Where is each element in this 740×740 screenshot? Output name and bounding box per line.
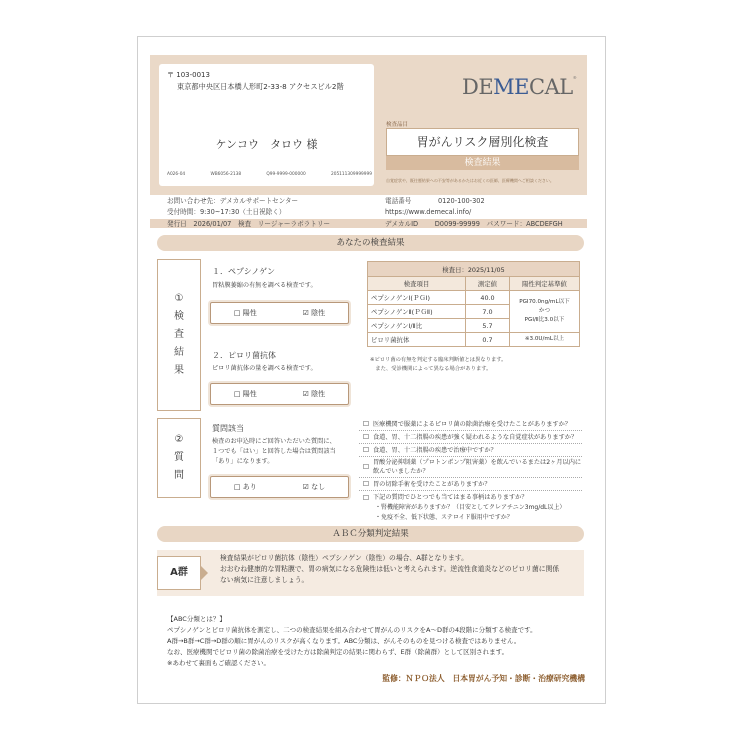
password-label: パスワード bbox=[486, 220, 520, 228]
pylori-result bbox=[210, 383, 349, 405]
sub-item: ・免疫不全、低下状態、ステロイド服用中ですか？ bbox=[375, 514, 513, 521]
table-row: ピロリ菌抗体 0.7 ※3.0U/mL以上 bbox=[368, 333, 580, 347]
phone: 0120-100-302 bbox=[437, 197, 485, 205]
questions-no: ☑ なし bbox=[302, 483, 326, 491]
pylori-positive: □ 陽性 bbox=[233, 390, 257, 398]
issue-date-label: 発行日 bbox=[167, 220, 187, 228]
issue-date: 2026/01/07 bbox=[193, 220, 232, 228]
abc-explanation: 検査結果がピロリ菌抗体（陰性）ペプシノゲン（陰性）の場合、A群となります。 おおむね健康的な胃粘膜で、胃の病気になる危険性は低いと考えられます。逆流性食道炎などのピロリ菌に関係 ない病気に注意しましょう。 bbox=[220, 554, 560, 584]
postal-mark: 〒 bbox=[167, 71, 174, 79]
pepsinogen-positive: □ 陽性 bbox=[233, 309, 257, 317]
list-item: ☐ 胃酸分泌抑制薬（プロトンポンプ阻害薬）を飲んでいるまたは2ヶ月以内に飲んでいましたか？ bbox=[359, 457, 582, 478]
header-note: 自覚症状や、既往歴結果への不安等があるかたはお近くの医師、医療機関へご相談ください。 bbox=[386, 178, 554, 183]
demecal-logo: DEMECAL® bbox=[462, 75, 577, 99]
table-row: ペプシノゲンⅠ(ＰＧⅠ) 40.0 PGⅠ70.0ng/mL以下 かつ PGⅠ/Ⅱ比3.0以下 bbox=[368, 291, 580, 305]
about-abc: 【ABC分類とは？】 ペプシノゲンとピロリ菌抗体を測定し、二つの検査結果を組み合わせて胃がんのリスクをA～D群の4段階に分類する検査です。 A群→B群→C群→D群の順に胃がんのリスクが高くなります。ABC分類は、がんそのものを見つける検査ではありません。 なお、医療機関でピロリ菌の除菌治療を受けた方は除菌判定の結果に関わらず、E群（除菌群）として区別されます。 ※あわせて裏面もご確認ください。 bbox=[167, 614, 587, 669]
hours: 受付時間：9:30~17:30（土日祝除く） bbox=[167, 208, 286, 216]
inquiry: お問い合わせ先：デメカルサポートセンター bbox=[167, 197, 299, 205]
questions-yes: □ あり bbox=[233, 483, 257, 491]
hp-criteria: ※3.0U/mL以上 bbox=[510, 333, 580, 347]
id-label: デメカルID bbox=[385, 220, 419, 228]
code-1: A026-04 bbox=[167, 172, 186, 177]
lab-name: リージャーラボラトリー bbox=[257, 220, 331, 228]
questions-title: 質問該当 bbox=[212, 424, 244, 433]
supervision-footer: 監修：ＮＰＯ法人 日本胃がん予知・診断・治療研究機構 bbox=[382, 674, 585, 683]
col-item: 検査項目 bbox=[368, 277, 466, 291]
results-banner: あなたの検査結果 bbox=[157, 235, 584, 251]
list-item: ☐ 食道、胃、十二指腸の疾患が強く疑われるような自覚症状がありますか？ bbox=[359, 431, 582, 444]
group-badge: A群 bbox=[157, 556, 201, 590]
list-item: ☐ 医療機関で服薬によるピロリ菌の除菌治療を受けたことがありますか？ bbox=[359, 418, 582, 431]
questions-result bbox=[210, 476, 349, 498]
code-3: Q99-9999-000000 bbox=[266, 172, 306, 177]
col-value: 測定値 bbox=[466, 277, 510, 291]
test-date: 検査日：2025/11/05 bbox=[368, 262, 580, 277]
pylori-desc: ピロリ菌抗体の量を調べる検査です。 bbox=[212, 365, 317, 372]
pepsinogen-negative: ☑ 陰性 bbox=[302, 309, 326, 317]
col-criteria: 陽性判定基準値 bbox=[510, 277, 580, 291]
address-window bbox=[159, 64, 374, 186]
url: https://www.demecal.info/ bbox=[385, 208, 472, 216]
code-2: WB6056-2138 bbox=[210, 172, 242, 177]
barcode-codes bbox=[167, 172, 372, 177]
pylori-negative: ☑ 陰性 bbox=[302, 390, 326, 398]
test-label: 検査品目 bbox=[386, 122, 409, 128]
pepsinogen-result bbox=[210, 302, 349, 324]
table-notes: ※ピロリ菌の有無を判定する臨床判断値とは異なります。 また、受診機関によって異なる場合があります。 bbox=[370, 357, 507, 372]
code-4: 205111309999999 bbox=[330, 172, 372, 177]
results-table bbox=[367, 261, 580, 347]
results-label: 検査結果 bbox=[386, 156, 579, 170]
recipient-name: ケンコウ タロウ 様 bbox=[215, 138, 318, 151]
pg-criteria: PGⅠ70.0ng/mL以下 かつ PGⅠ/Ⅱ比3.0以下 bbox=[510, 291, 580, 333]
pepsinogen-desc: 胃粘膜萎縮の有無を調べる検査です。 bbox=[212, 282, 317, 289]
password: ABCDEFGH bbox=[526, 220, 563, 228]
pylori-title: ２．ピロリ菌抗体 bbox=[212, 351, 276, 360]
results-side-label: ① 検 査 結 果 bbox=[157, 259, 201, 411]
questions-desc: 検査のお申込時にご回答いただいた質問に、 １つでも「はい」と回答した場合は質問該当 「あり」になります。 bbox=[212, 438, 336, 465]
questions-side-label: ② 質 問 bbox=[157, 418, 201, 498]
list-item: ☐ 食道、胃、十二指腸の疾患で治療中ですか？ bbox=[359, 444, 582, 457]
abc-banner: ＡＢＣ分類判定結果 bbox=[157, 526, 584, 542]
table-row: ペプシノゲンⅡ(ＰＧⅡ) 7.0 bbox=[368, 305, 580, 319]
list-item: ☐ 胃の切除手術を受けたことがありますか？ bbox=[359, 478, 582, 491]
test-name: 胃がんリスク層別化検査 bbox=[386, 128, 579, 156]
lab-label: 検査 bbox=[237, 220, 252, 228]
address: 東京都中央区日本橋人形町2-33-8 アクセスビル2階 bbox=[177, 82, 344, 91]
user-id: D0099-99999 bbox=[434, 220, 480, 228]
about-title: 【ABC分類とは？】 bbox=[167, 615, 226, 623]
list-item: ☐ 下記の質問でひとつでも当てはまる事柄はありますか？ bbox=[362, 493, 528, 502]
phone-label: 電話番号 bbox=[385, 197, 412, 205]
table-row: ペプシノゲンⅠ/Ⅱ比 5.7 bbox=[368, 319, 580, 333]
pepsinogen-title: １．ペプシノゲン bbox=[212, 267, 275, 276]
arrow-right-icon bbox=[201, 566, 208, 580]
sub-item: ・腎機能障害がありますか？（目安としてクレアチニン3mg/dL以上） bbox=[375, 504, 566, 511]
postal-code: 103-0013 bbox=[176, 71, 210, 79]
